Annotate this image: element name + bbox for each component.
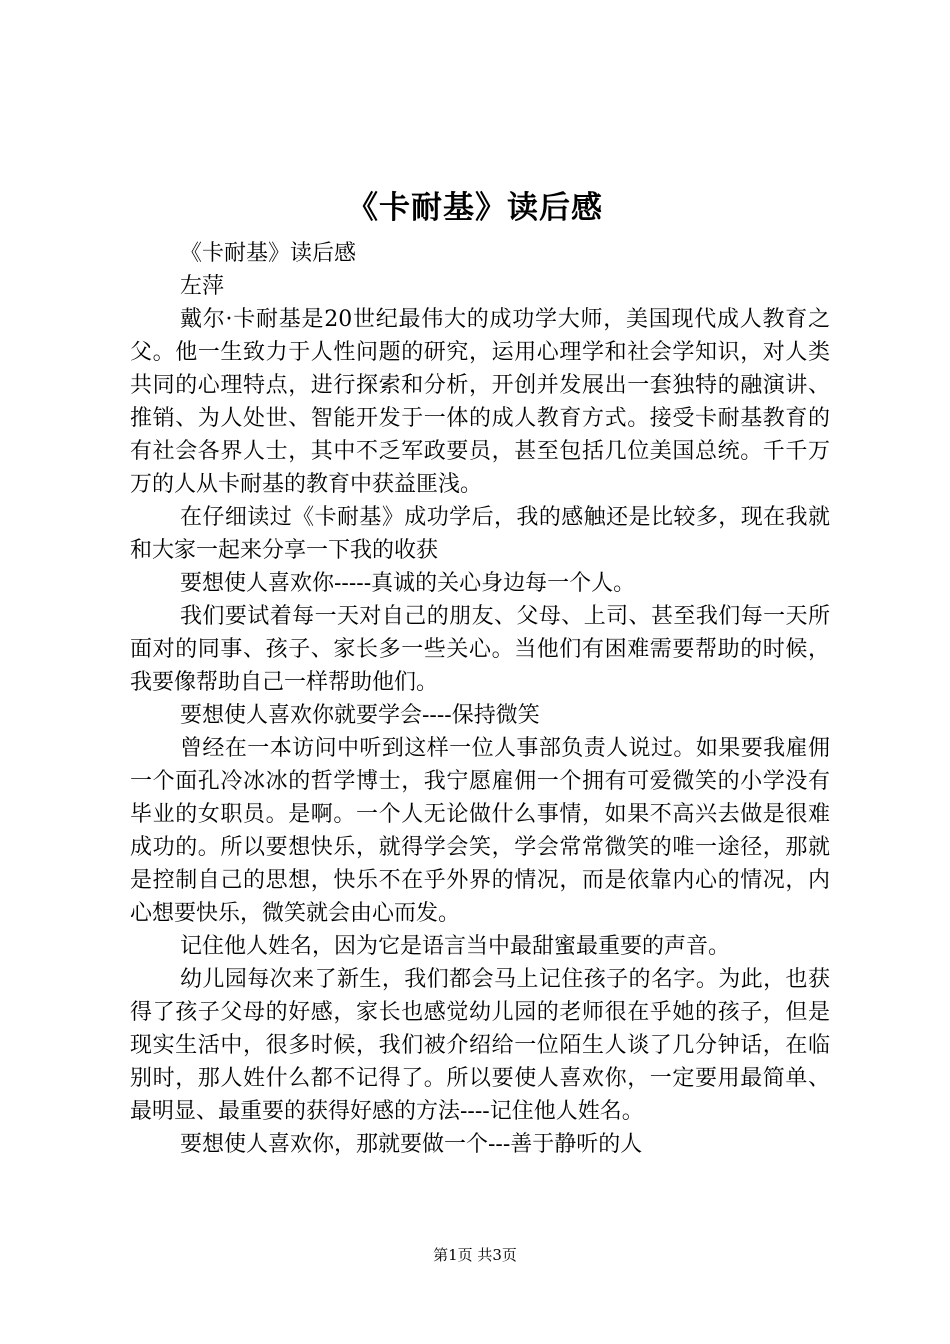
paragraph-heading: 要想使人喜欢你-----真诚的关心身边每一个人。	[180, 571, 636, 596]
document-title: 《卡耐基》读后感	[347, 190, 603, 226]
document-body	[130, 237, 830, 1161]
paragraph: 幼儿园每次来了新生，我们都会马上记住孩子的名字。为此，也获得了孩子父母的好感，家长也感觉幼儿园的老师很在乎她的孩子，但是现实生活中，很多时候，我们被介绍给一位陌生人谈了几分钟话，在临别时，那人姓什么都不记得了。所以要使人喜欢你，一定要用最简单、最明显、最重要的获得好感的方法----记住他人姓名。	[130, 967, 830, 1124]
paragraph-heading: 记住他人姓名，因为它是语言当中最甜蜜最重要的声音。	[180, 934, 731, 959]
paragraph: 在仔细读过《卡耐基》成功学后，我的感触还是比较多，现在我就和大家一起来分享一下我的收获	[130, 505, 830, 563]
page-footer: 第1页 共3页	[433, 1246, 517, 1264]
paragraph: 戴尔·卡耐基是20世纪最伟大的成功学大师，美国现代成人教育之父。他一生致力于人性问题的研究，运用心理学和社会学知识，对人类共同的心理特点，进行探索和分析，开创并发展出一套独特的融演讲、推销、为人处世、智能开发于一体的成人教育方式。接受卡耐基教育的有社会各界人士，其中不乏军政要员，甚至包括几位美国总统。千千万万的人从卡耐基的教育中获益匪浅。	[130, 307, 830, 497]
paragraph-subtitle: 《卡耐基》读后感	[180, 241, 357, 266]
paragraph-heading: 要想使人喜欢你，那就要做一个---善于静听的人	[180, 1132, 643, 1157]
paragraph-author: 左萍	[180, 274, 225, 299]
paragraph: 我们要试着每一天对自己的朋友、父母、上司、甚至我们每一天所面对的同事、孩子、家长多一些关心。当他们有困难需要帮助的时候，我要像帮助自己一样帮助他们。	[130, 604, 830, 695]
paragraph: 曾经在一本访问中听到这样一位人事部负责人说过。如果要我雇佣一个面孔冷冰冰的哲学博士，我宁愿雇佣一个拥有可爱微笑的小学没有毕业的女职员。是啊。一个人无论做什么事情，如果不高兴去做是很难成功的。所以要想快乐，就得学会笑，学会常常微笑的唯一途径，那就是控制自己的思想，快乐不在乎外界的情况，而是依靠内心的情况，内心想要快乐，微笑就会由心而发。	[130, 736, 830, 926]
paragraph-heading: 要想使人喜欢你就要学会----保持微笑	[180, 703, 540, 728]
